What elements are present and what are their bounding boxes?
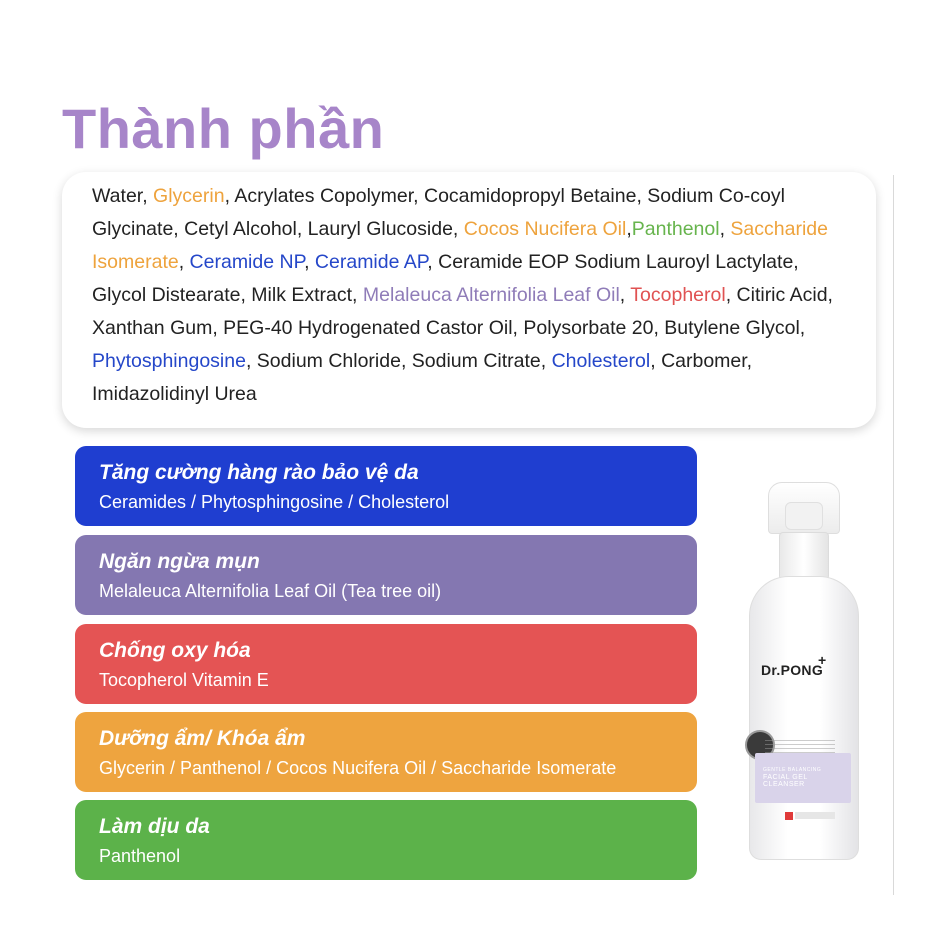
product-image (735, 478, 870, 868)
product-brand: Dr.PONG (761, 662, 824, 678)
ingredient-segment: Ceramide AP (314, 251, 428, 273)
ingredient-segment: Saccharide Isomerate (92, 218, 828, 273)
ingredient-segment: , Citiric Acid, Xanthan Gum, PEG-40 Hydrogenated Castor Oil, Polysorbate 20, Butylene Glycol, (92, 284, 833, 339)
ingredient-segment: , (304, 251, 315, 273)
product-label-band (755, 753, 851, 803)
benefit-ingredients: Ceramides / Phytosphingosine / Cholesterol (99, 492, 450, 512)
benefit-card-acne (75, 535, 697, 615)
benefit-ingredients: Tocopherol Vitamin E (99, 670, 269, 690)
benefit-title: Ngăn ngừa mụn (99, 550, 260, 573)
badge-text (795, 812, 835, 819)
ingredient-segment: , (626, 218, 632, 240)
benefit-title: Tăng cường hàng rào bảo vệ da (99, 461, 419, 484)
benefit-card-soothing (75, 800, 697, 880)
benefit-card-barrier (75, 446, 697, 526)
ingredient-segment: , (619, 284, 631, 306)
benefit-ingredients: Melaleuca Alternifolia Leaf Oil (Tea tree oil) (99, 581, 442, 601)
benefit-ingredients: Panthenol (99, 846, 181, 866)
ingredient-segment: Melaleuca Alternifolia Leaf Oil (362, 284, 620, 306)
ingredient-segment: Tocopherol (630, 284, 726, 306)
ingredient-segment: , Acrylates Copolymer, Cocamidopropyl Betaine, Sodium Co-coyl Glycinate, Cetyl Alcohol, Lauryl Glucoside, (92, 185, 785, 240)
ingredient-segment: Ceramide NP (189, 251, 305, 273)
divider (893, 175, 894, 895)
ingredient-segment: Cholesterol (551, 350, 651, 372)
ingredients-list (92, 180, 850, 411)
pump-nozzle (785, 502, 823, 530)
product-label-line1: GENTLE BALANCING (763, 767, 822, 773)
ingredient-segment: Cocos Nucifera Oil (463, 218, 627, 240)
ingredient-segment: Phytosphingosine (92, 350, 246, 372)
benefit-ingredients: Glycerin / Panthenol / Cocos Nucifera Oil / Saccharide Isomerate (99, 758, 617, 778)
ingredient-segment: Glycerin (153, 185, 225, 207)
benefit-title: Làm dịu da (99, 815, 210, 838)
label-fine-print (765, 740, 835, 754)
red-cross-icon (785, 812, 793, 820)
brand-plus-icon: + (818, 652, 827, 668)
ingredient-segment: Water, (92, 185, 154, 207)
benefit-card-antioxidant (75, 624, 697, 704)
ingredient-segment: , (178, 251, 190, 273)
ingredient-segment: , Carbomer, Imidazolidinyl Urea (92, 350, 753, 405)
ingredient-segment: Panthenol (631, 218, 720, 240)
product-label-line2: FACIAL GEL CLEANSER (763, 774, 808, 788)
ingredient-segment: , (719, 218, 731, 240)
page-title: Thành phần (62, 97, 385, 160)
bottle-collar (779, 532, 829, 580)
benefit-title: Chống oxy hóa (99, 639, 251, 662)
ingredient-segment: , Ceramide EOP Sodium Lauroyl Lactylate, Glycol Distearate, Milk Extract, (92, 251, 799, 306)
benefit-title: Dưỡng ẩm/ Khóa ẩm (99, 727, 306, 750)
ingredient-segment: , Sodium Chloride, Sodium Citrate, (245, 350, 552, 372)
benefit-card-moisture (75, 712, 697, 792)
